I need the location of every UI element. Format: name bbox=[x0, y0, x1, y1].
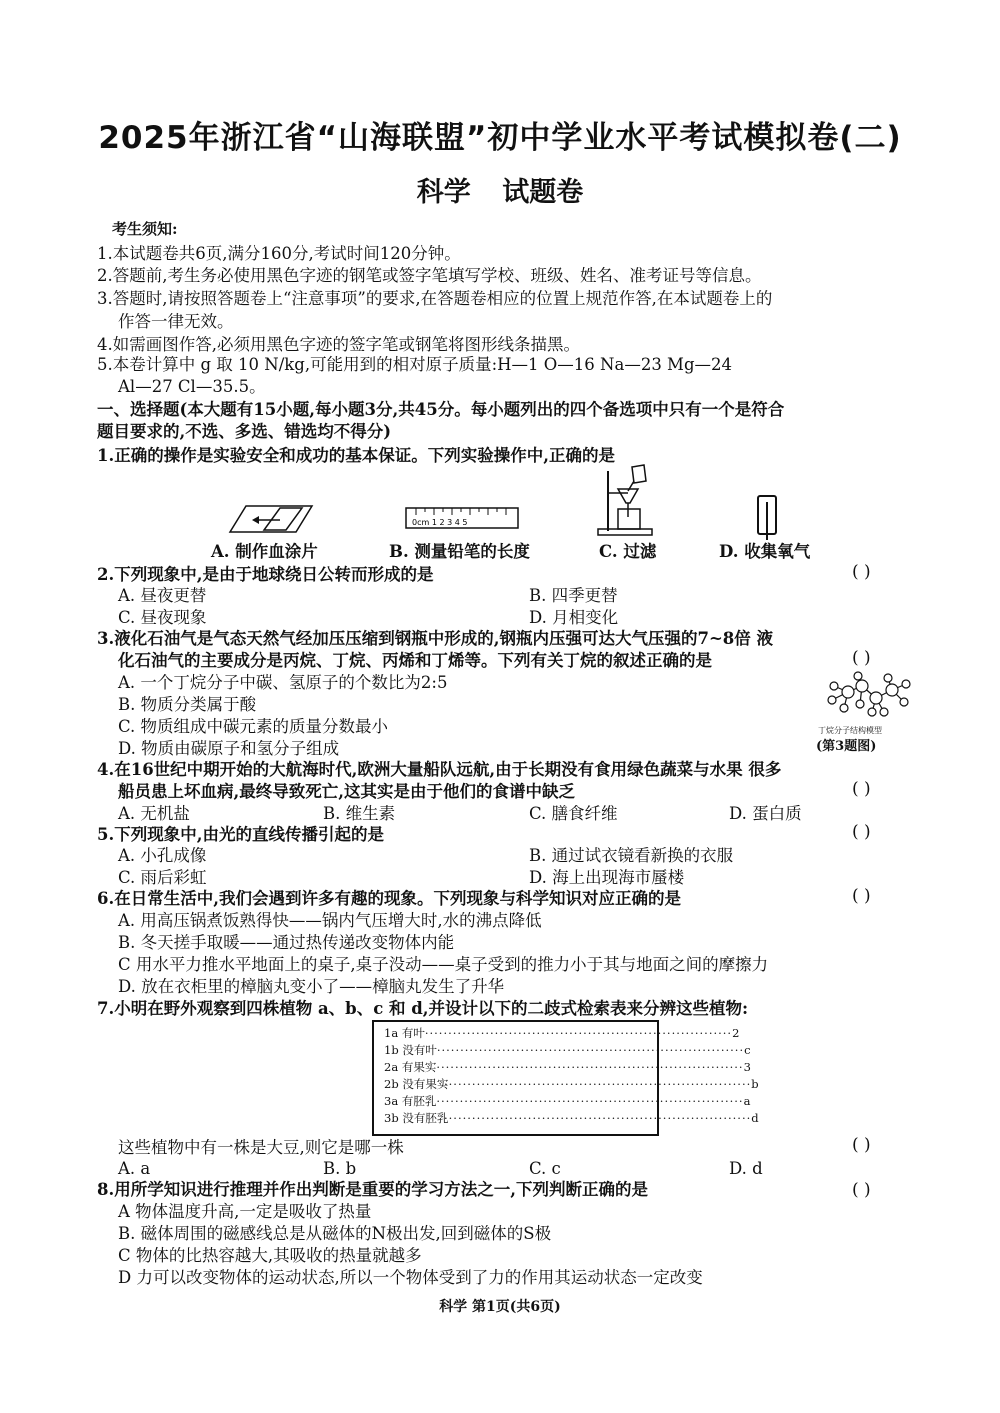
slide-upper bbox=[264, 508, 302, 530]
q8-option-b: B. 磁体周围的磁感线总是从磁体的N极出发,回到磁体的S极 bbox=[118, 1224, 552, 1243]
hydrogen-atom bbox=[884, 674, 892, 682]
arrow-head bbox=[252, 516, 259, 524]
q1-option-a: A. 制作血涂片 bbox=[211, 542, 318, 561]
carbon-atom bbox=[870, 692, 882, 704]
q4-option-a: A. 无机盐 bbox=[118, 804, 190, 823]
notice-item: 1.本试题卷共6页,满分160分,考试时间120分钟。 bbox=[97, 244, 461, 263]
funnel bbox=[618, 489, 638, 503]
q6-option-a: A. 用高压锅煮饭熟得快——锅内气压增大时,水的沸点降低 bbox=[118, 911, 542, 930]
q5-option-b: B. 通过试衣镜看新换的衣服 bbox=[529, 846, 734, 865]
answer-blank: ( ) bbox=[852, 562, 871, 582]
q3-stem: 3.液化石油气是气态天然气经加压压缩到钢瓶中形成的,钢瓶内压强可达大气压强的7~8倍 液 bbox=[97, 629, 774, 648]
q5-stem: 5.下列现象中,由光的直线传播引起的是 bbox=[97, 825, 384, 844]
key-dots: ·································································· bbox=[436, 1094, 744, 1108]
q5-option-c: C. 雨后彩虹 bbox=[118, 868, 207, 887]
ruler-label: 0cm 1 2 3 4 5 bbox=[412, 518, 468, 527]
answer-blank: ( ) bbox=[852, 822, 871, 842]
q1-option-c: C. 过滤 bbox=[599, 542, 657, 561]
q3-stem-2: 化石油气的主要成分是丙烷、丁烷、丙烯和丁烯等。下列有关丁烷的叙述正确的是 bbox=[118, 651, 712, 670]
q4-stem-2: 船员患上坏血病,最终导致死亡,这其实是由于他们的食谱中缺乏 bbox=[118, 782, 575, 801]
key-target: a bbox=[743, 1094, 751, 1108]
key-target: d bbox=[751, 1111, 759, 1125]
ruler-ticks bbox=[416, 508, 506, 515]
q3-option-c: C. 物质组成中碳元素的质量分数最小 bbox=[118, 717, 389, 736]
q6-option-c: C 用水平力推水平地面上的桌子,桌子没动——桌子受到的推力小于其与地面之间的摩擦力 bbox=[118, 955, 769, 974]
hydrogen-atom bbox=[856, 700, 864, 708]
notice-item: 5.本卷计算中 g 取 10 N/kg,可能用到的相对原子质量:H—1 O—16 Na—23 Mg—24 bbox=[97, 355, 733, 374]
q8-option-a: A 物体温度升高,一定是吸收了热量 bbox=[118, 1202, 372, 1221]
beaker-bottom bbox=[618, 509, 640, 529]
q1-stem: 1.正确的操作是实验安全和成功的基本保证。下列实验操作中,正确的是 bbox=[97, 446, 615, 465]
q2-stem: 2.下列现象中,是由于地球绕日公转而形成的是 bbox=[97, 565, 434, 584]
section-heading-2: 题目要求的,不选、多选、错选均不得分) bbox=[97, 422, 392, 441]
key-dots: ·································································· bbox=[436, 1043, 745, 1057]
key-target: 2 bbox=[732, 1026, 740, 1040]
hydrogen-atom bbox=[902, 680, 910, 688]
q1-option-b: B. 测量铅笔的长度 bbox=[389, 542, 530, 561]
q4-stem: 4.在16世纪中期开始的大航海时代,欧洲大量船队远航,由于长期没有食用绿色蔬菜与水果 很多 bbox=[97, 760, 782, 779]
q5-option-a: A. 小孔成像 bbox=[118, 846, 207, 865]
q7-question: 这些植物中有一株是大豆,则它是哪一株 bbox=[118, 1138, 404, 1157]
q7-option-b: B. b bbox=[323, 1159, 357, 1178]
q4-option-c: C. 膳食纤维 bbox=[529, 804, 618, 823]
key-row bbox=[384, 1110, 759, 1127]
answer-blank: ( ) bbox=[852, 886, 871, 906]
blood-smear-figure bbox=[226, 500, 316, 536]
key-label: 1b 没有叶 bbox=[384, 1043, 437, 1057]
notice-item: Al—27 Cl—35.5。 bbox=[118, 377, 266, 396]
q1-option-d: D. 收集氧气 bbox=[719, 542, 811, 561]
answer-blank: ( ) bbox=[852, 1135, 871, 1155]
q5-option-d: D. 海上出现海市蜃楼 bbox=[529, 868, 685, 887]
filtration-figure bbox=[596, 463, 656, 538]
q7-option-d: D. d bbox=[729, 1159, 763, 1178]
key-label: 1a 有叶 bbox=[384, 1026, 425, 1040]
q4-option-b: B. 维生素 bbox=[323, 804, 396, 823]
key-label: 2a 有果实 bbox=[384, 1060, 437, 1074]
key-target: 3 bbox=[743, 1060, 751, 1074]
key-target: c bbox=[744, 1043, 751, 1057]
notice-heading: 考生须知: bbox=[112, 220, 178, 238]
hydrogen-atom bbox=[854, 672, 862, 680]
q8-option-d: D 力可以改变物体的运动状态,所以一个物体受到了力的作用其运动状态一定改变 bbox=[118, 1268, 703, 1287]
notice-item: 2.答题前,考生务必使用黑色字迹的钢笔或签字笔填写学校、班级、姓名、准考证号等信息。 bbox=[97, 266, 762, 285]
key-target: b bbox=[751, 1077, 759, 1091]
key-label: 3a 有胚乳 bbox=[384, 1094, 437, 1108]
carbon-atom bbox=[886, 684, 898, 696]
key-dots: ·································································· bbox=[424, 1026, 733, 1040]
q6-option-d: D. 放在衣柜里的樟脑丸变小了——樟脑丸发生了升华 bbox=[118, 977, 505, 996]
hydrogen-atom bbox=[830, 682, 838, 690]
butane-model-figure bbox=[810, 672, 920, 727]
q3-figure-label: 丁烷分子结构模型 bbox=[818, 726, 882, 735]
q2-option-a: A. 昼夜更替 bbox=[118, 586, 207, 605]
page-subtitle: 科学 试题卷 bbox=[416, 177, 584, 208]
gas-collection-figure bbox=[752, 492, 782, 542]
q4-option-d: D. 蛋白质 bbox=[729, 804, 802, 823]
hydrogen-atom bbox=[880, 708, 888, 716]
section-heading: 一、选择题(本大题有15小题,每小题3分,共45分。每小题列出的四个备选项中只有一个是符合 bbox=[97, 400, 785, 419]
hydrogen-atom bbox=[900, 698, 908, 706]
hydrogen-atom bbox=[828, 696, 836, 704]
q3-option-a: A. 一个丁烷分子中碳、氢原子的个数比为2:5 bbox=[118, 673, 448, 692]
answer-blank: ( ) bbox=[852, 648, 871, 668]
key-row bbox=[384, 1076, 759, 1093]
key-dots: ·································································· bbox=[444, 1077, 752, 1091]
q2-option-d: D. 月相变化 bbox=[529, 608, 619, 627]
stand-base bbox=[598, 529, 652, 535]
q7-option-c: C. c bbox=[529, 1159, 561, 1178]
carbon-atom bbox=[856, 680, 868, 692]
q3-figure-caption: (第3题图) bbox=[816, 739, 877, 754]
key-label: 3b 没有胚乳 bbox=[384, 1111, 449, 1125]
page-footer: 科学 第1页(共6页) bbox=[439, 1299, 561, 1315]
notice-item: 4.如需画图作答,必须用黑色字迹的签字笔或钢笔将图形线条描黑。 bbox=[97, 335, 580, 354]
q3-option-b: B. 物质分类属于酸 bbox=[118, 695, 257, 714]
answer-blank: ( ) bbox=[852, 1180, 871, 1200]
notice-item: 作答一律无效。 bbox=[118, 312, 234, 331]
key-dots: ·································································· bbox=[436, 1060, 744, 1074]
q8-option-c: C 物体的比热容越大,其吸收的热量就越多 bbox=[118, 1246, 422, 1265]
q2-option-c: C. 昼夜现象 bbox=[118, 608, 207, 627]
key-dots: ·································································· bbox=[444, 1111, 752, 1125]
carbon-atom bbox=[842, 686, 854, 698]
q6-option-b: B. 冬天搓手取暖——通过热传递改变物体内能 bbox=[118, 933, 455, 952]
page-title: 2025年浙江省“山海联盟”初中学业水平考试模拟卷(二) bbox=[98, 120, 902, 156]
notice-item: 3.答题时,请按照答题卷上“注意事项”的要求,在答题卷相应的位置上规范作答,在本试题卷上的 bbox=[97, 289, 773, 308]
key-row bbox=[384, 1025, 740, 1042]
key-row bbox=[384, 1042, 751, 1059]
key-label: 2b 没有果实 bbox=[384, 1077, 449, 1091]
dichotomous-key bbox=[372, 1020, 759, 1136]
q6-stem: 6.在日常生活中,我们会遇到许多有趣的现象。下列现象与科学知识对应正确的是 bbox=[97, 889, 681, 908]
q3-option-d: D. 物质由碳原子和氢分子组成 bbox=[118, 739, 340, 758]
ruler-figure bbox=[404, 506, 522, 530]
q2-option-b: B. 四季更替 bbox=[529, 586, 618, 605]
key-row bbox=[384, 1059, 751, 1076]
beaker-top bbox=[632, 465, 646, 483]
q7-stem: 7.小明在野外观察到四株植物 a、b、c 和 d,并设计以下的二歧式检索表来分辨这些植物: bbox=[97, 999, 749, 1018]
key-row bbox=[384, 1093, 751, 1110]
answer-blank: ( ) bbox=[852, 779, 871, 799]
hydrogen-atom bbox=[840, 704, 848, 712]
q7-option-a: A. a bbox=[118, 1159, 151, 1178]
hydrogen-atom bbox=[868, 708, 876, 716]
q8-stem: 8.用所学知识进行推理并作出判断是重要的学习方法之一,下列判断正确的是 bbox=[97, 1180, 648, 1199]
